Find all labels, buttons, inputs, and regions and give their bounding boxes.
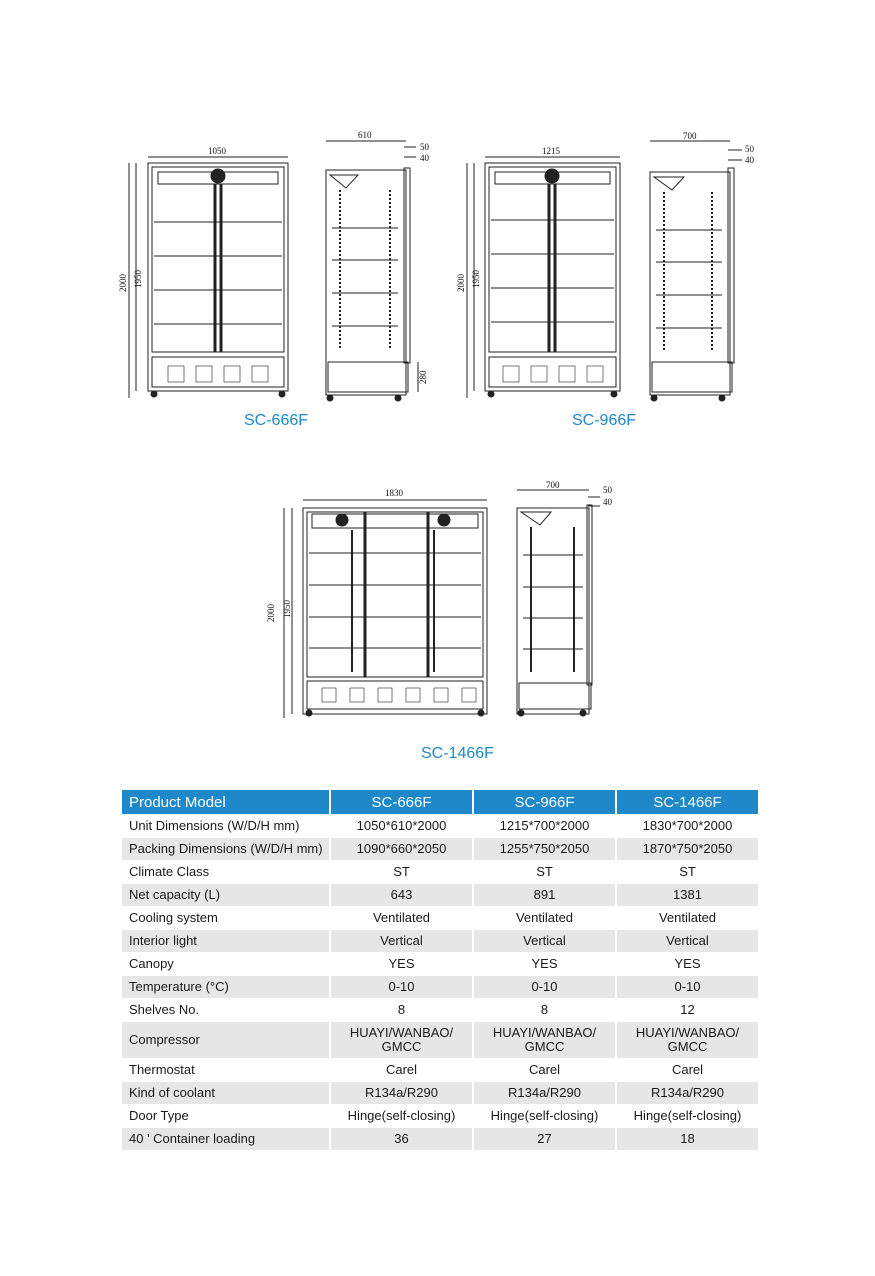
- row-value: 1050*610*2000: [329, 815, 472, 837]
- dim-1466-height-body: 1950: [282, 600, 292, 618]
- sc966f-side-view: [650, 168, 734, 401]
- dim-966-side-depth: 700: [683, 131, 697, 141]
- table-row: [122, 1082, 758, 1104]
- table-row: [122, 815, 758, 837]
- model-label-sc666f: SC-666F: [244, 412, 309, 429]
- dim-666-width: 1050: [208, 146, 226, 156]
- dim-666-side-depth: 610: [358, 130, 372, 140]
- model-label-sc1466f: SC-1466F: [421, 745, 494, 762]
- row-value: R134a/R290: [329, 1082, 472, 1104]
- table-row: [122, 976, 758, 998]
- row-label: Climate Class: [129, 864, 210, 879]
- dim-966-height-total: 2000: [456, 274, 466, 292]
- row-value: Ventilated: [329, 907, 472, 929]
- dim-966-height-body: 1950: [471, 270, 481, 288]
- row-value: 18: [615, 1128, 758, 1150]
- row-value: ST: [615, 861, 758, 883]
- table-row: [122, 838, 758, 860]
- row-value: 1090*660*2050: [329, 838, 472, 860]
- spec-table-body: [122, 815, 758, 1150]
- row-value: 643: [329, 884, 472, 906]
- table-row: [122, 999, 758, 1021]
- sc1466f-front-view: [303, 508, 487, 716]
- row-value: 8: [329, 999, 472, 1021]
- row-value: 1870*750*2050: [615, 838, 758, 860]
- row-value: 12: [615, 999, 758, 1021]
- row-value: YES: [615, 953, 758, 975]
- row-label: Net capacity (L): [122, 884, 329, 906]
- row-value: Vertical: [329, 930, 472, 952]
- row-label: Unit Dimensions (W/D/H mm): [129, 818, 300, 833]
- row-value: Hinge(self-closing): [615, 1105, 758, 1127]
- dim-966-side-top: 50: [745, 144, 754, 154]
- sc666f-front-view: [148, 163, 288, 397]
- row-value: Ventilated: [472, 907, 615, 929]
- row-value: YES: [472, 953, 615, 975]
- row-label: Packing Dimensions (W/D/H mm): [122, 838, 329, 860]
- row-label: Canopy: [129, 956, 174, 971]
- row-value: Vertical: [472, 930, 615, 952]
- row-value: ST: [472, 861, 615, 883]
- sc966f-front-view: [485, 163, 620, 397]
- row-label: Kind of coolant: [122, 1082, 329, 1104]
- row-value: Ventilated: [615, 907, 758, 929]
- dim-1466-side-depth: 700: [546, 480, 560, 490]
- row-value: 1255*750*2050: [472, 838, 615, 860]
- header-sc1466f: SC-1466F: [615, 790, 758, 814]
- row-label: Thermostat: [129, 1062, 195, 1077]
- row-label: 40 ' Container loading: [122, 1128, 329, 1150]
- dim-966-side-gap: 40: [745, 155, 754, 165]
- dim-666-height-body: 1950: [133, 270, 143, 288]
- row-label: Temperature (°C): [122, 976, 329, 998]
- dim-1466-width: 1830: [385, 488, 403, 498]
- row-value: 27: [472, 1128, 615, 1150]
- row-value: R134a/R290: [615, 1082, 758, 1104]
- dim-966-width: 1215: [542, 146, 560, 156]
- table-header-row: [122, 790, 758, 814]
- dim-666-base: 280: [418, 370, 428, 384]
- row-label: Compressor: [122, 1022, 329, 1058]
- row-value: HUAYI/WANBAO/ GMCC: [472, 1022, 615, 1058]
- row-label: Door Type: [129, 1108, 189, 1123]
- row-value: Carel: [615, 1059, 758, 1081]
- row-label: Shelves No.: [129, 1002, 200, 1017]
- sc666f-side-view: [326, 168, 410, 401]
- row-value: Hinge(self-closing): [329, 1105, 472, 1127]
- header-sc966f: SC-966F: [472, 790, 615, 814]
- row-value: HUAYI/WANBAO/ GMCC: [329, 1022, 472, 1058]
- row-value: 1830*700*2000: [615, 815, 758, 837]
- row-value: 1381: [615, 884, 758, 906]
- table-row: [122, 1105, 758, 1127]
- header-sc666f: SC-666F: [329, 790, 472, 814]
- row-label: Cooling system: [129, 910, 218, 925]
- row-value: 0-10: [329, 976, 472, 998]
- table-row: [122, 861, 758, 883]
- row-value: HUAYI/WANBAO/ GMCC: [615, 1022, 758, 1058]
- table-row: [122, 953, 758, 975]
- table-row: [122, 930, 758, 952]
- row-value: 8: [472, 999, 615, 1021]
- header-product-model: Product Model: [122, 790, 329, 814]
- row-value: Vertical: [615, 930, 758, 952]
- row-label: Interior light: [122, 930, 329, 952]
- row-value: 0-10: [472, 976, 615, 998]
- table-row: [122, 907, 758, 929]
- row-value: YES: [329, 953, 472, 975]
- row-value: Carel: [472, 1059, 615, 1081]
- row-value: 0-10: [615, 976, 758, 998]
- spec-table: [122, 789, 758, 1151]
- dim-666-side-top: 50: [420, 142, 429, 152]
- model-label-sc966f: SC-966F: [572, 412, 637, 429]
- row-value: 891: [472, 884, 615, 906]
- dim-1466-side-top: 50: [603, 485, 612, 495]
- row-value: Hinge(self-closing): [472, 1105, 615, 1127]
- dim-1466-side-gap: 40: [603, 497, 612, 507]
- table-row: [122, 1128, 758, 1150]
- dim-666-height-total: 2000: [118, 274, 128, 292]
- row-value: 36: [329, 1128, 472, 1150]
- table-row: [122, 884, 758, 906]
- row-value: R134a/R290: [472, 1082, 615, 1104]
- table-row: [122, 1022, 758, 1058]
- row-value: Carel: [329, 1059, 472, 1081]
- dim-1466-height-total: 2000: [266, 604, 276, 622]
- dim-666-side-gap: 40: [420, 153, 429, 163]
- sc1466f-side-view: [517, 505, 592, 716]
- row-value: 1215*700*2000: [472, 815, 615, 837]
- table-row: [122, 1059, 758, 1081]
- row-value: ST: [329, 861, 472, 883]
